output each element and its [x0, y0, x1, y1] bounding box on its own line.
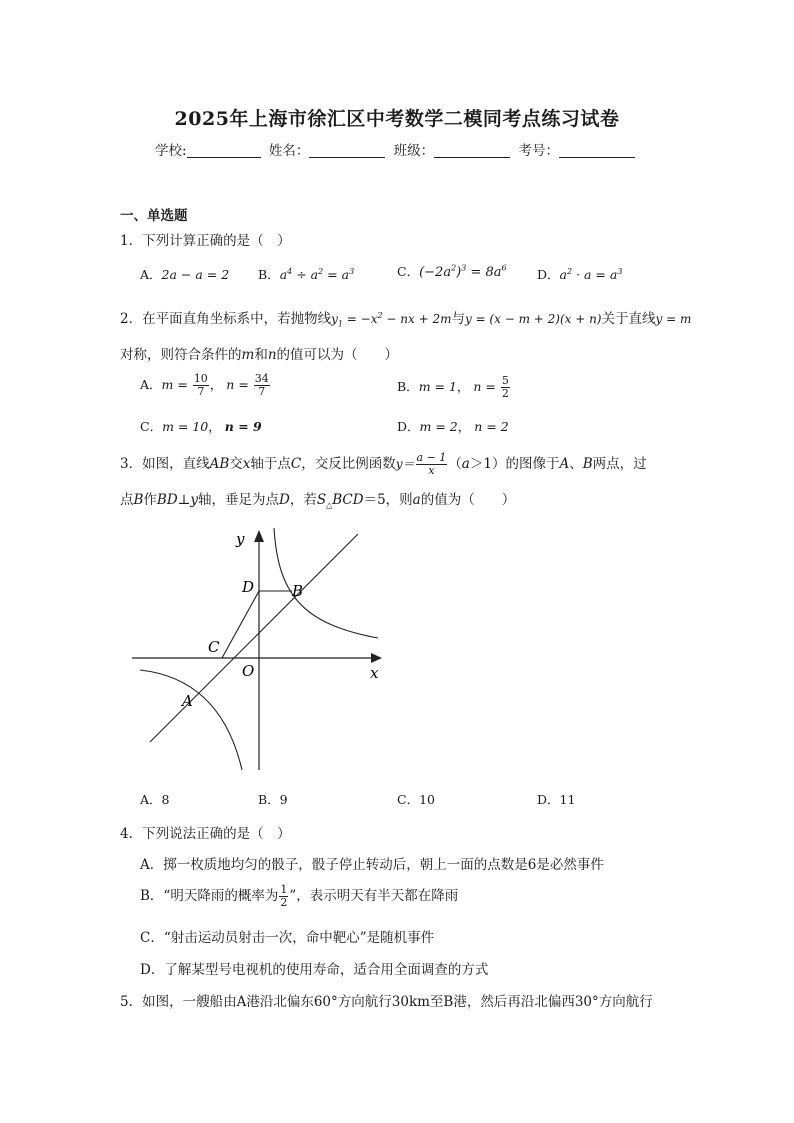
student-info-line — [0, 139, 794, 159]
q3-part-n: ＝5，则 — [363, 492, 413, 508]
q2-stem-part-d: 对称，则符合条件的 — [120, 347, 242, 363]
line-ab — [150, 534, 358, 742]
school-label: 学校: — [155, 143, 187, 159]
exam-number-blank[interactable] — [559, 143, 635, 158]
q3-option-d: D．11 — [537, 792, 576, 807]
q2-stem-line2: 对称，则符合条件的m和n的值可以为（ ） — [120, 347, 399, 363]
q1-option-a — [140, 265, 229, 283]
q4-option-b-part-a: B．“明天降雨的概率为 — [140, 888, 279, 904]
q1-option-c: C．$(-2a^2)^3 = 8a^6$ — [397, 263, 507, 280]
hyperbola-lower-branch — [140, 670, 242, 770]
label-x: x — [370, 664, 379, 682]
q4-option-d: D．了解某型号电视机的使用寿命，适合用全面调查的方式 — [140, 962, 489, 978]
q4-option-c: C．“射击运动员射击一次，命中靶心”是随机事件 — [140, 930, 435, 946]
page-title: 2025年上海市徐汇区中考数学二模同考点练习试卷 — [174, 108, 620, 130]
q3-stem-line1: 3．如图，直线AB交x轴于点C，交反比例函数y＝ $\frac{a - 1}{x}$ （a＞1）的图像于A、B两点，过 — [120, 451, 647, 477]
q3-part-j: 作 — [143, 492, 157, 508]
q4-option-b-part-b: ”，表示明天有半天都在降雨 — [289, 888, 459, 904]
q3-part-l: 轴，垂足为点 — [198, 492, 280, 508]
name-blank[interactable] — [309, 143, 385, 158]
school-blank[interactable] — [187, 143, 261, 158]
q4-option-a: A．掷一枚质地均匀的骰子，骰子停止转动后，朝上一面的点数是6是必然事件 — [140, 857, 604, 873]
q3-stem-line2: 点B作BD⊥y轴，垂足为点D，若$S_\triangle BCD=5$，则a的值为（ ） — [120, 492, 516, 510]
q3-part-d: ，交反比例函数 — [301, 456, 396, 472]
q2-stem-part-a: 2．在平面直角坐标系中，若抛物线 — [120, 311, 332, 327]
q3-part-e: （ — [448, 456, 462, 472]
label-c: C — [208, 638, 220, 656]
q1-option-a-label: A． — [140, 267, 162, 282]
label-y: y — [236, 530, 245, 548]
segment-cd — [222, 591, 259, 658]
q2-stem-line1: 2．在平面直角坐标系中，若抛物线$y_1 = -x^2$ − nx + 2m与y = (x − m + 2)(x + n)关于直线y = m — [120, 311, 692, 329]
q1-option-b-label: B． — [258, 267, 280, 282]
x-axis-arrow-icon — [371, 653, 382, 663]
q3-part-k: ⊥ — [177, 492, 191, 508]
q2-stem-part-e: 和 — [254, 347, 268, 363]
q3-part-b: 交 — [229, 456, 243, 472]
q2-option-c-label: C． — [140, 419, 163, 434]
y-axis-arrow-icon — [254, 530, 264, 542]
q1-option-a-expr: 2a − a = 2 — [161, 267, 230, 282]
label-o: O — [242, 662, 255, 680]
q3-part-g: 、 — [569, 456, 583, 472]
q3-part-i: 点 — [120, 492, 134, 508]
name-label: 姓名： — [268, 143, 310, 159]
q3-option-c: C．10 — [397, 792, 435, 807]
section-heading: 一、单选题 — [120, 208, 188, 224]
q2-stem-part-b: 与 — [451, 311, 465, 327]
q3-part-m: ，若 — [289, 492, 317, 508]
q3-part-h: 两点，过 — [592, 456, 647, 472]
q3-option-b: B．9 — [258, 792, 288, 807]
q2-option-d: D．m = 2， n = 2 — [397, 419, 509, 434]
label-b: B — [292, 582, 304, 600]
hyperbola-figure — [120, 520, 400, 780]
class-label: 班级： — [393, 143, 435, 159]
q1-option-b: B．$a^4 \div a^2 = a^3$ — [258, 266, 355, 282]
q1-option-d-label: D． — [537, 267, 560, 282]
q2-option-c: C．m = 10， n = 9 — [140, 419, 262, 434]
q3-part-f: ＞1）的图像于 — [469, 456, 560, 472]
q5-stem: 5．如图，一艘船由A港沿北偏东60°方向航行30km至B港，然后再沿北偏西30°方向航行 — [120, 994, 653, 1010]
label-d: D — [242, 578, 255, 596]
q2-stem-part-c: 关于直线 — [601, 311, 656, 327]
q1-option-d: D．$a^2 \cdot a = a^3$ — [537, 266, 623, 282]
q2-option-d-label: D． — [397, 419, 420, 434]
q1-option-c-label: C． — [397, 264, 420, 279]
q3-part-o: 的值为（ ） — [420, 492, 516, 508]
class-blank[interactable] — [434, 143, 510, 158]
hyperbola-upper-branch — [274, 528, 378, 638]
q3-part-a: 3．如图，直线 — [120, 456, 210, 472]
q2-option-a-label: A． — [140, 377, 162, 392]
q2-option-a: A．m = $\frac{10}{7}$ ， n = $\frac{34}{7}$ — [140, 372, 269, 398]
q2-stem-part-f: 的值可以为（ ） — [276, 347, 399, 363]
q2-option-b-label: B． — [397, 379, 419, 394]
exam-number-label: 考号： — [518, 143, 559, 159]
q1-stem: 1．下列计算正确的是（ ） — [120, 233, 291, 249]
q3-part-c: 轴于点 — [250, 456, 291, 472]
label-a: A — [182, 692, 193, 710]
q4-option-b: B．“明天降雨的概率为 $\frac{1}{2}$ ”，表示明天有半天都在降雨 — [140, 883, 459, 909]
q3-option-a: A．8 — [140, 792, 170, 807]
q4-stem: 4．下列说法正确的是（ ） — [120, 826, 291, 842]
q2-option-b: B．m = 1， n = $\frac{5}{2}$ — [397, 374, 509, 400]
